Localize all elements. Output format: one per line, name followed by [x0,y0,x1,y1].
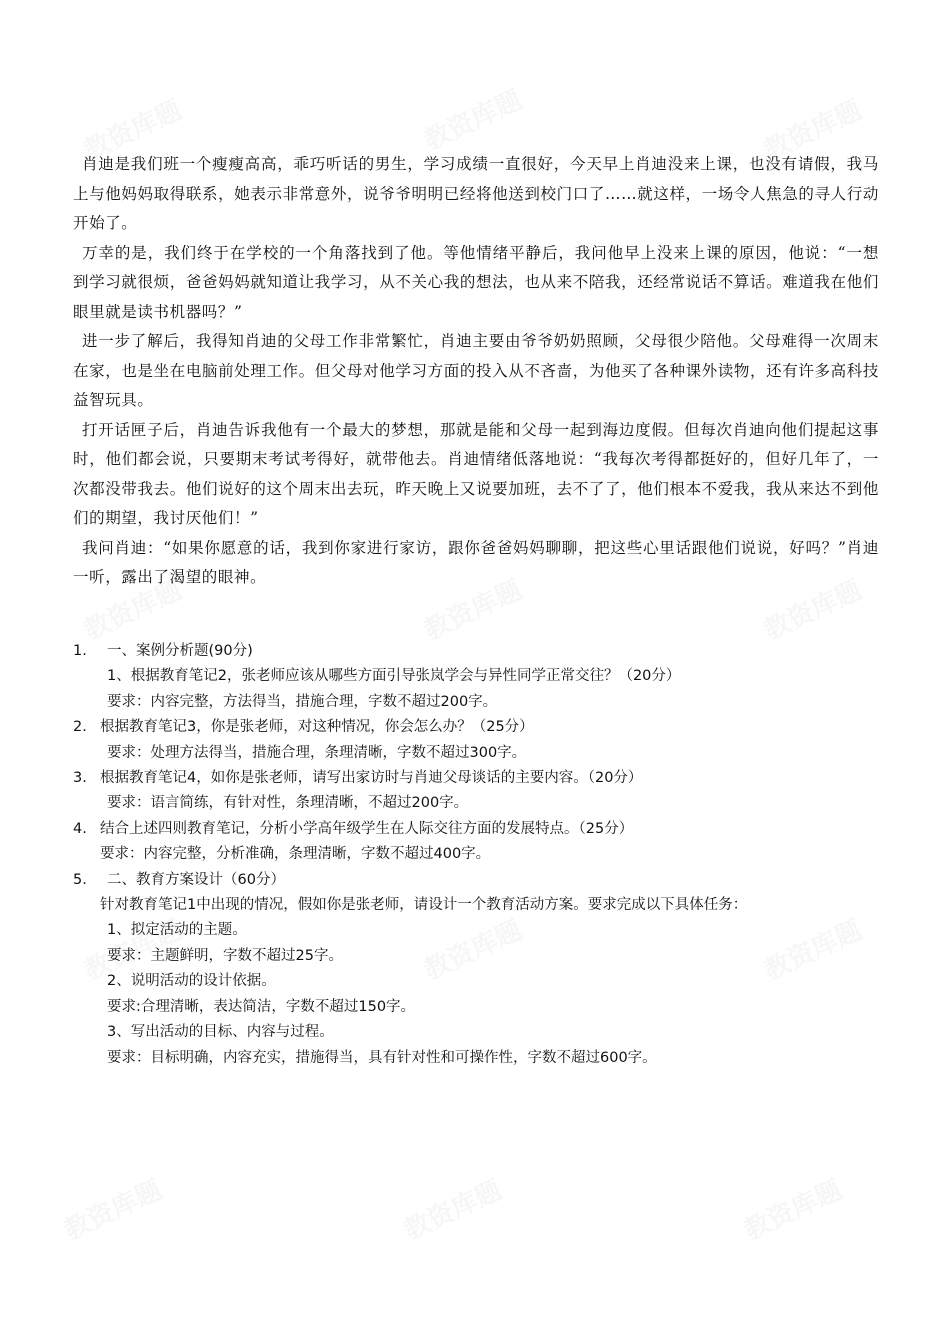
question-text: 要求：处理方法得当，措施合理，条理清晰，字数不超过300字。 [107,744,527,761]
question-text: 二、教育方案设计（60分） [107,871,285,888]
story-paragraph-2: 万幸的是，我们终于在学校的一个角落找到了他。等他情绪平静后，我问他早上没来上课的原因，他说：“一想到学习就很烦，爸爸妈妈就知道让我学习，从不关心我的想法，也从来不陪我，还经常说话不算话。难道我在他们眼里就是读书机器吗？” [73,243,879,321]
watermark [417,80,527,157]
question-item [73,817,879,868]
question-number: 2. [73,719,87,736]
question-item [73,766,879,817]
question-requirement-line [73,944,879,969]
question-requirement-line [73,741,879,766]
question-title-line [73,715,879,740]
question-text: 要求:合理清晰，表达简洁，字数不超过150字。 [107,998,416,1015]
watermark [397,1170,507,1247]
question-requirement-line [73,969,879,994]
question-text: 针对教育笔记1中出现的情况，假如你是张老师，请设计一个教育活动方案。要求完成以下具体任务： [100,897,748,914]
question-requirement-line [73,995,879,1020]
question-item [73,639,879,715]
question-text: 根据教育笔记3，你是张老师，对这种情况，你会怎么办？（25分） [100,719,534,736]
question-requirement-line [73,842,879,867]
question-list [73,639,879,1071]
question-title-line [73,639,879,664]
story-paragraph-1: 肖迪是我们班一个瘦瘦高高，乖巧听话的男生，学习成绩一直很好，今天早上肖迪没来上课，也没有请假，我马上与他妈妈取得联系，她表示非常意外，说爷爷明明已经将他送到校门口了……就这样，一场令人焦急的寻人行动开始了。 [73,155,879,232]
question-item [73,868,879,1071]
question-text: 要求：语言简练，有针对性，条理清晰，不超过200字。 [107,795,469,812]
question-number: 5. [73,871,87,888]
question-requirement-line [73,1020,879,1045]
question-title-line [73,817,879,842]
story-paragraph-5: 我问肖迪：“如果你愿意的话，我到你家进行家访，跟你爸爸妈妈聊聊，把这些心里话跟他们说说，好吗？”肖迪一听，露出了渴望的眼神。 [73,538,879,586]
question-text: 2、说明活动的设计依据。 [107,973,276,990]
question-requirement-line [73,791,879,816]
question-text: 要求：内容完整，分析准确，条理清晰，字数不超过400字。 [100,846,491,863]
question-text: 要求：目标明确，内容充实，措施得当，具有针对性和可操作性，字数不超过600字。 [107,1049,657,1066]
story-paragraph-4: 打开话匣子后，肖迪告诉我他有一个最大的梦想，那就是能和父母一起到海边度假。但每次肖迪向他们提起这事时，他们都会说，只要期末考试考得好，就带他去。肖迪情绪低落地说：“我每次考得都挺好的，但好几年了，一次都没带我去。他们说好的这个周末出去玩，昨天晚上又说要加班，去不了了，他们根本不爱我，我从来达不到他们的期望，我讨厌他们！” [73,420,879,527]
watermark [57,1170,167,1247]
watermark [737,1170,847,1247]
case-story [73,150,879,593]
question-number: 1. [73,643,87,659]
question-text: 一、案例分析题(90分) [107,643,253,659]
question-text: 结合上述四则教育笔记，分析小学高年级学生在人际交往方面的发展特点。（25分） [100,820,634,837]
question-text: 要求：内容完整，方法得当，措施合理，字数不超过200字。 [107,693,498,710]
question-requirement-line [73,664,879,689]
question-text: 根据教育笔记4，如你是张老师，请写出家访时与肖迪父母谈话的主要内容。（20分） [100,770,643,787]
question-text: 1、根据教育笔记2，张老师应该从哪些方面引导张岚学会与异性同学正常交往？（20分） [107,668,681,685]
question-requirement-line [73,893,879,918]
question-text: 3、写出活动的目标、内容与过程。 [107,1024,334,1041]
question-number: 3. [73,770,87,787]
question-text: 要求：主题鲜明，字数不超过25字。 [107,947,343,964]
story-paragraph-3: 进一步了解后，我得知肖迪的父母工作非常繁忙，肖迪主要由爷爷奶奶照顾，父母很少陪他。父母难得一次周末在家，也是坐在电脑前处理工作。但父母对他学习方面的投入从不吝啬，为他买了各种课外读物，还有许多高科技益智玩具。 [73,332,879,409]
question-item [73,715,879,766]
question-requirement-line [73,918,879,943]
question-number: 4. [73,820,87,837]
question-text: 1、拟定活动的主题。 [107,922,247,939]
question-title-line [73,766,879,791]
question-requirement-line [73,690,879,715]
question-title-line [73,868,879,893]
question-requirement-line [73,1046,879,1071]
